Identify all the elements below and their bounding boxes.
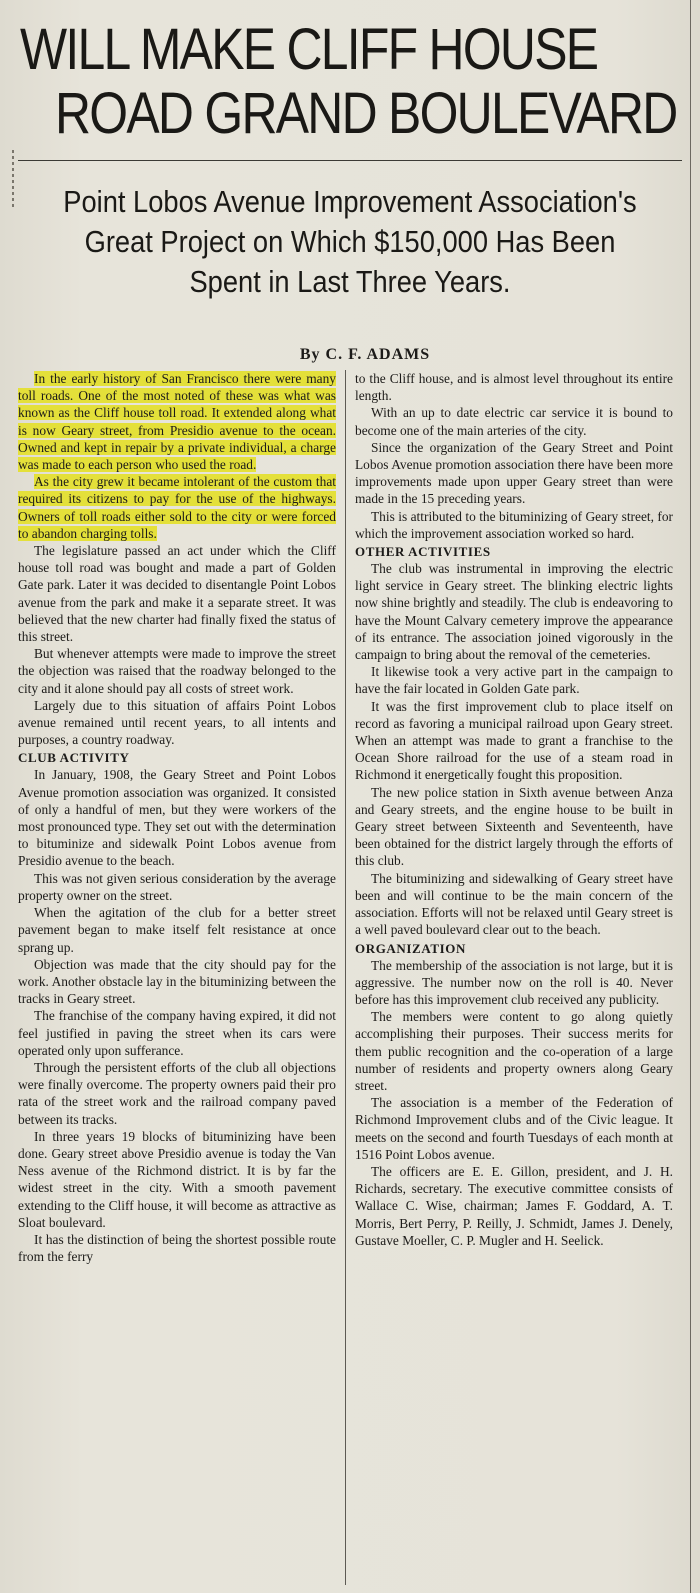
paragraph: It has the distinction of being the shortest possible route from the ferry [18, 1231, 336, 1265]
paragraph: When the agitation of the club for a better street pavement began to make itself felt resistance at once sprang up. [18, 905, 336, 955]
column-2 [355, 370, 673, 1249]
highlighted-text: In the early history of San Francisco there were many toll roads. One of the most noted of these was what was known as the Cliff house toll road. It extended along what is now Geary street, from Presidio avenue to the ocean. Owned and kept in repair by a private individual, a charge was made to each person who used the road. [18, 371, 336, 473]
paragraph: But whenever attempts were made to improve the street the objection was raised that the roadway belonged to the city and it alone should pay all costs of street work. [18, 646, 336, 696]
paragraph: The members were content to go along quietly accomplishing their purposes. Their success merits for them public recognition and the co-operation of a large number of residents and property owners along Geary street. [355, 1009, 673, 1093]
section-heading: ORGANIZATION [355, 940, 466, 956]
paragraph: The franchise of the company having expired, it did not feel justified in paving the street when its cars were operated only upon sufferance. [18, 1008, 336, 1058]
paragraph: With an up to date electric car service it is bound to become one of the main arteries of the city. [355, 405, 673, 438]
paragraph: It likewise took a very active part in the campaign to have the fair located in Golden Gate park. [355, 664, 673, 697]
column-rule [345, 370, 346, 1585]
headline-rule [18, 160, 682, 161]
paragraph: This was not given serious consideration by the average property owner on the street. [18, 870, 336, 903]
paragraph [18, 370, 336, 473]
paragraph [18, 473, 336, 542]
section-heading: CLUB ACTIVITY [18, 750, 130, 766]
paragraph: Largely due to this situation of affairs Point Lobos avenue remained until recent years, to all intents and purposes, a country roadway. [18, 697, 336, 748]
paragraph: This is attributed to the bituminizing of Geary street, for which the improvement association worked so hard. [355, 508, 673, 541]
paragraph: The legislature passed an act under which the Cliff house toll road was bought and made a part of Golden Gate park. Later it was decided to disentangle Point Lobos avenue from the park and make it a separate street. It was believed that the new charter had finally fixed the status of this street. [18, 543, 336, 645]
paragraph: The new police station in Sixth avenue between Anza and Geary streets, and the engine house to be built in Geary street between Sixteenth and Seventeenth, have been obtained for the district largely through the efforts of this club. [355, 784, 673, 869]
headline-line-2: ROAD GRAND BOULEVARD [55, 81, 677, 146]
paragraph: The officers are E. E. Gillon, president, and J. H. Richards, secretary. The executive committee consists of Wallace C. Wise, chairman; James F. Goddard, A. T. Morris, Bert Perry, P. Reilly, J. Schmidt, James J. Denely, Gustave Moeller, C. P. Mugler and H. Seelick. [355, 1163, 673, 1248]
page-edge-rule [690, 0, 691, 1593]
paragraph: In January, 1908, the Geary Street and Point Lobos Avenue promotion association was organized. It consisted of only a handful of men, but they were workers of the most pronounced type. They set out with the determination to bituminize and sidewalk Point Lobos avenue from Presidio avenue to the beach. [18, 767, 336, 869]
margin-mark [12, 150, 14, 210]
paragraph: The bituminizing and sidewalking of Geary street have been and will continue to be the main concern of the association. Efforts will not be relaxed until Geary street is a well paved boulevard clear out to the beach. [355, 870, 673, 938]
paragraph: The membership of the association is not large, but it is aggressive. The number now on the roll is 40. Never before has this improvement club received any publicity. [355, 957, 673, 1007]
paragraph: Objection was made that the city should pay for the work. Another obstacle lay in the bituminizing between the tracks in Geary street. [18, 956, 336, 1007]
paragraph: to the Cliff house, and is almost level throughout its entire length. [355, 371, 673, 404]
highlighted-text: As the city grew it became intolerant of the custom that required its citizens to pay for the use of the highways. Owners of toll roads either sold to the city or were forced to abandon charging tolls. [18, 474, 336, 541]
deck-subheadline: Point Lobos Avenue Improvement Association's Great Project on Which $150,000 Has Been Spent in Last Three Years. [63, 184, 637, 299]
column-1 [18, 370, 336, 1265]
byline: By C. F. ADAMS [299, 346, 431, 363]
section-heading: OTHER ACTIVITIES [355, 544, 491, 560]
headline-line-1: WILL MAKE CLIFF HOUSE [20, 17, 598, 82]
paragraph: Since the organization of the Geary Street and Point Lobos Avenue promotion association there have been more improvements made upon upper Geary street than were made in the 15 preceding years. [355, 439, 673, 507]
paragraph: In three years 19 blocks of bituminizing have been done. Geary street above Presidio avenue is today the Van Ness avenue of the Richmond district. It is by far the widest street in the city. With a smooth pavement extending to the Cliff house, it will become as attractive as Sloat boulevard. [18, 1128, 336, 1230]
paragraph: It was the first improvement club to place itself on record as favoring a municipal railroad upon Geary street. When an attempt was made to grant a franchise to the Ocean Shore railroad for the use of a steam road in Richmond it energetically fought this proposition. [355, 698, 673, 783]
paragraph: The association is a member of the Federation of Richmond Improvement clubs and of the Civic league. It meets on the second and fourth Tuesdays of each month at 1516 Point Lobos avenue. [355, 1095, 673, 1162]
paragraph: Through the persistent efforts of the club all objections were finally overcome. The property owners paid their pro rata of the street work and the railroad company paved between its tracks. [18, 1059, 336, 1127]
paragraph: The club was instrumental in improving the electric light service in Geary street. The blinking electric lights now shine brightly and steadily. The club is endeavoring to have the Mount Calvary cemetery improve the appearance of its entrance. The association joined vigorously in the campaign to bring about the removal of the cemeteries. [355, 561, 673, 663]
